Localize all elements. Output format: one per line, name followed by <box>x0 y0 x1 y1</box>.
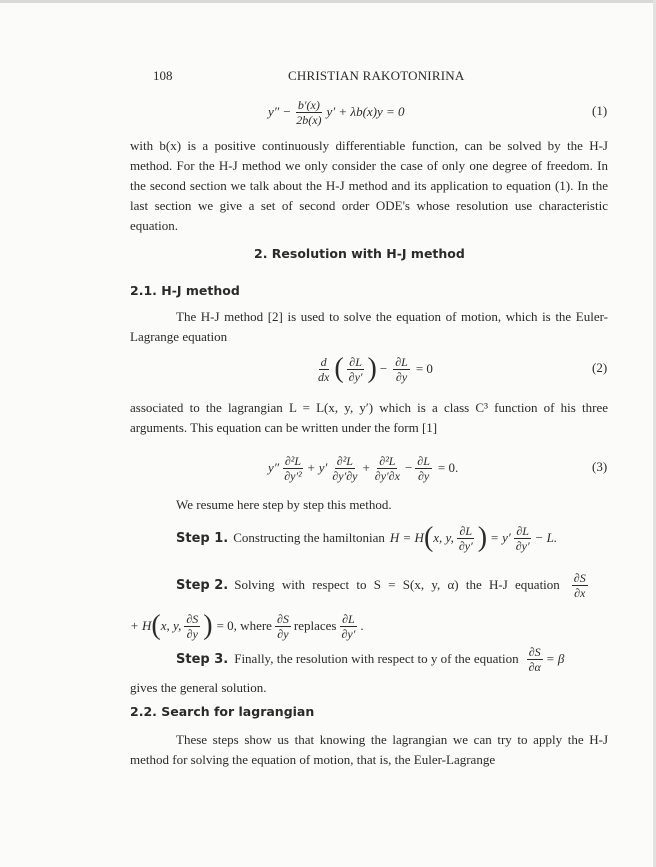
eq3-frac-3 <box>373 454 402 483</box>
eq3-f2-den: ∂y′∂y <box>332 468 358 483</box>
step-3 <box>176 640 564 678</box>
eq2-d-den: dx <box>318 369 330 384</box>
step-2-text: Solving with respect to S = S(x, y, α) the H-J equation <box>234 577 560 592</box>
step-2-right-paren: ) <box>203 610 213 641</box>
subsection-2-1-title: 2.1. H-J method <box>130 283 240 298</box>
hj-paragraph-2: associated to the lagrangian L = L(x, y, y′) which is a class C³ function of his three arguments. This equation can be written under the form [1] <box>130 400 608 435</box>
step-3-frac <box>527 645 543 674</box>
eq2-p2-den: ∂y <box>395 369 408 384</box>
eq3-f3-num: ∂²L <box>379 453 396 468</box>
step-1-expr: H = H <box>389 530 424 545</box>
step-3-line-2: gives the general solution. <box>130 680 267 695</box>
eq2-p1-den: ∂y′ <box>348 369 363 384</box>
step-1-frac-2 <box>514 524 532 553</box>
hj-paragraph-1: The H-J method [2] is used to solve the equation of motion, which is the Euler-Lagrange equation <box>130 309 608 344</box>
eq3-f3-den: ∂y′∂x <box>374 468 400 483</box>
step-2-h: + H <box>130 618 152 633</box>
eq2-p2-num: ∂L <box>395 354 408 369</box>
equation-3 <box>268 446 458 490</box>
step-2-frac <box>572 571 588 600</box>
eq1-frac-den: 2b(x) <box>296 112 322 127</box>
eq2-partial-1 <box>347 355 365 384</box>
eq1-fraction <box>294 98 323 127</box>
step-2-end: . <box>360 618 364 633</box>
step-2-g-num: ∂S <box>186 611 199 626</box>
eq2-left-paren: ( <box>334 353 344 384</box>
step-1-frac <box>457 524 475 553</box>
page-number: 108 <box>153 68 173 83</box>
step-1-args: x, y, <box>433 530 454 545</box>
step-1-right-paren: ) <box>477 522 488 553</box>
step-3-frac-num: ∂S <box>528 644 541 659</box>
step-1-tail: − L. <box>534 530 558 545</box>
step-1-label: Step 1. <box>176 530 229 546</box>
eq2-minus: − <box>379 361 388 376</box>
eq3-frac-1 <box>282 454 303 483</box>
step-2 <box>176 566 591 604</box>
step-3-label: Step 3. <box>176 651 229 667</box>
step-2-frac-g <box>184 612 200 641</box>
step-1-frac-num: ∂L <box>459 523 473 538</box>
step-2-h-num: ∂S <box>276 611 289 626</box>
eq2-right-paren: ) <box>367 353 377 384</box>
step-1-frac2-den: ∂y′ <box>515 538 530 553</box>
eq3-f1-den: ∂y′² <box>284 468 302 483</box>
step-2-label: Step 2. <box>176 577 229 593</box>
step-3-text: Finally, the resolution with respect to y of the equation <box>234 651 519 666</box>
step-1 <box>176 518 557 558</box>
step-2-g-den: ∂y <box>186 626 198 641</box>
step-2-args: x, y, <box>160 618 182 633</box>
eq1-frac-num: b′(x) <box>297 97 320 112</box>
eq2-p1-num: ∂L <box>349 354 362 369</box>
step-2-frac-h <box>275 612 291 641</box>
search-paragraph: These steps show us that knowing the lagrangian we can try to apply the H-J method for solving the equation of motion, that is, the Euler-Lagrange <box>130 732 608 767</box>
step-1-frac2-num: ∂L <box>516 523 529 538</box>
section-2-title: 2. Resolution with H-J method <box>254 246 465 261</box>
step-3-frac-den: ∂α <box>528 659 541 674</box>
eq1-lhs: y″ − <box>268 104 292 119</box>
step-2-frac-den: ∂x <box>574 585 586 600</box>
resume-line: We resume here step by step this method. <box>176 497 392 512</box>
eq3-y2: y″ <box>268 460 280 475</box>
intro-paragraph: with b(x) is a positive continuously differentiable function, can be solved by the H-J method. For the H-J method we only consider the case of only one degree of freedom. In the second section we talk about the H-J method and its application to equation (1). In the last section we give a set of second order ODE's whose resolution use characteristic equation. <box>130 138 608 233</box>
eq3-f4-num: ∂L <box>417 453 430 468</box>
equation-1 <box>268 92 405 132</box>
eq1-rest: y′ + λb(x)y = 0 <box>326 104 405 119</box>
equation-2 <box>313 347 433 391</box>
eq3-rhs: = 0. <box>437 460 459 475</box>
step-1-eq: = y′ <box>490 530 511 545</box>
step-1-left-paren: ( <box>423 522 434 553</box>
step-1-text: Constructing the hamiltonian <box>233 530 385 545</box>
eq1-number: (1) <box>592 103 608 118</box>
step-1-frac-den: ∂y′ <box>458 538 473 553</box>
eq3-f2-num: ∂²L <box>336 453 353 468</box>
step-2-frac-k <box>339 612 357 641</box>
eq2-rhs: = 0 <box>415 361 433 376</box>
running-title: CHRISTIAN RAKOTONIRINA <box>288 68 465 83</box>
eq2-d-num: d <box>320 354 327 369</box>
eq3-frac-2 <box>330 454 359 483</box>
eq3-plus-y: + y′ <box>306 460 328 475</box>
eq3-minus: − <box>404 460 413 475</box>
step-2-h-den: ∂y <box>277 626 289 641</box>
eq3-number: (3) <box>592 459 608 474</box>
eq2-partial-2 <box>393 355 410 384</box>
eq2-number: (2) <box>592 360 608 375</box>
step-3-rhs: = β <box>545 651 565 666</box>
subsection-2-2-title: 2.2. Search for lagrangian <box>130 704 315 719</box>
step-2-k-den: ∂y′ <box>341 626 356 641</box>
step-2-left-paren: ( <box>151 610 161 641</box>
scan-edge-top <box>0 0 656 3</box>
eq3-f1-num: ∂²L <box>284 453 302 468</box>
eq3-f4-den: ∂y <box>417 468 430 483</box>
step-2-k-num: ∂L <box>342 611 355 626</box>
eq3-plus: + <box>362 460 370 475</box>
eq2-d-dx <box>316 355 331 384</box>
eq3-frac-4 <box>415 454 432 483</box>
step-2-frac-num: ∂S <box>573 570 586 585</box>
step-2-replaces: replaces <box>293 618 337 633</box>
step-2-mid: = 0, where <box>216 618 272 633</box>
